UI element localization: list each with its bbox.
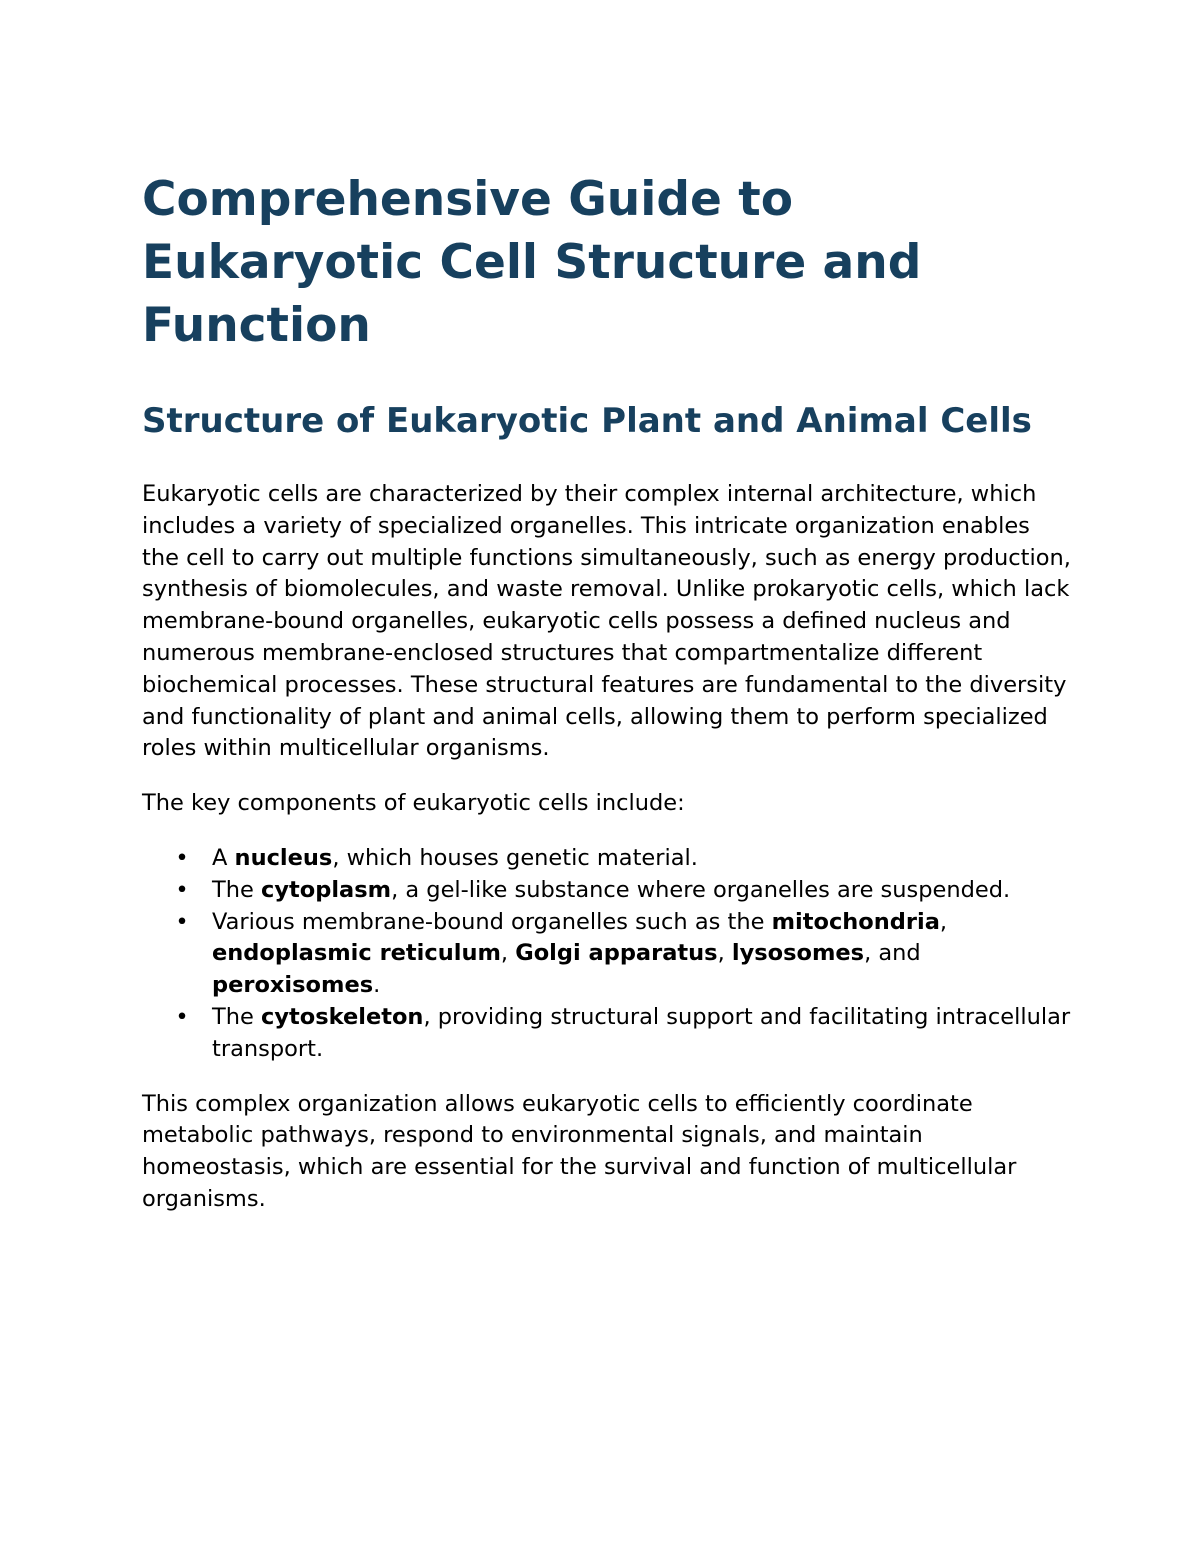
list-text: , — [939, 908, 948, 935]
term-nucleus: nucleus — [234, 844, 333, 871]
list-text: A — [212, 844, 235, 871]
term-lysosomes: lysosomes — [731, 940, 865, 967]
list-text: Various membrane-bound organelles such as the — [212, 908, 772, 935]
list-text: The — [212, 1003, 261, 1030]
list-item-cytoplasm — [142, 875, 1072, 907]
list-text: , providing structural support and facilitating intracellular transport. — [212, 1003, 1071, 1062]
list-text: , — [717, 940, 732, 967]
list-text: The — [212, 876, 261, 903]
document-title: Comprehensive Guide to Eukaryotic Cell Structure and Function — [142, 172, 922, 353]
components-list — [142, 843, 1072, 1066]
bullet-icon: • — [175, 1003, 189, 1030]
section-heading: Structure of Eukaryotic Plant and Animal Cells — [142, 401, 1032, 441]
list-intro: The key components of eukaryotic cells include: — [142, 790, 685, 817]
bullet-icon: • — [175, 908, 189, 935]
bullet-icon: • — [175, 844, 189, 871]
list-text: , a gel-like substance where organelles are suspended. — [391, 876, 1011, 903]
document-page — [142, 168, 1072, 1216]
term-endoplasmic-reticulum: endoplasmic reticulum — [212, 940, 501, 967]
bullet-icon: • — [175, 876, 189, 903]
term-golgi-apparatus: Golgi apparatus — [515, 940, 718, 967]
closing-paragraph: This complex organization allows eukaryotic cells to efficiently coordinate metabolic pathways, respond to environmental signals, and maintain homeostasis, which are essential for the survival and function of multicellular organisms. — [142, 1090, 1017, 1212]
list-text: , and — [864, 940, 921, 967]
list-item-cytoskeleton — [142, 1002, 1072, 1066]
list-text: , — [500, 940, 516, 967]
intro-paragraph: Eukaryotic cells are characterized by their complex internal architecture, which includes a variety of specialized organelles. This intricate organization enables the cell to carry out multiple functions simultaneously, such as energy production, synthesis of biomolecules, and waste removal. Unlike prokaryotic cells, which lack membrane-bound organelles, eukaryotic cells possess a defined nucleus and numerous membrane-enclosed structures that compartmentalize different biochemical processes. These structural features are fundamental to the diversity and functionality of plant and animal cells, allowing them to perform specialized roles within multicellular organisms. — [142, 481, 1071, 762]
term-mitochondria: mitochondria — [771, 908, 940, 935]
list-item-nucleus — [142, 843, 1072, 875]
list-text: , which houses genetic material. — [332, 844, 698, 871]
term-cytoskeleton: cytoskeleton — [261, 1003, 424, 1030]
list-text: . — [373, 972, 381, 999]
list-item-organelles — [142, 907, 1072, 1002]
term-peroxisomes: peroxisomes — [212, 972, 374, 999]
term-cytoplasm: cytoplasm — [261, 876, 392, 903]
